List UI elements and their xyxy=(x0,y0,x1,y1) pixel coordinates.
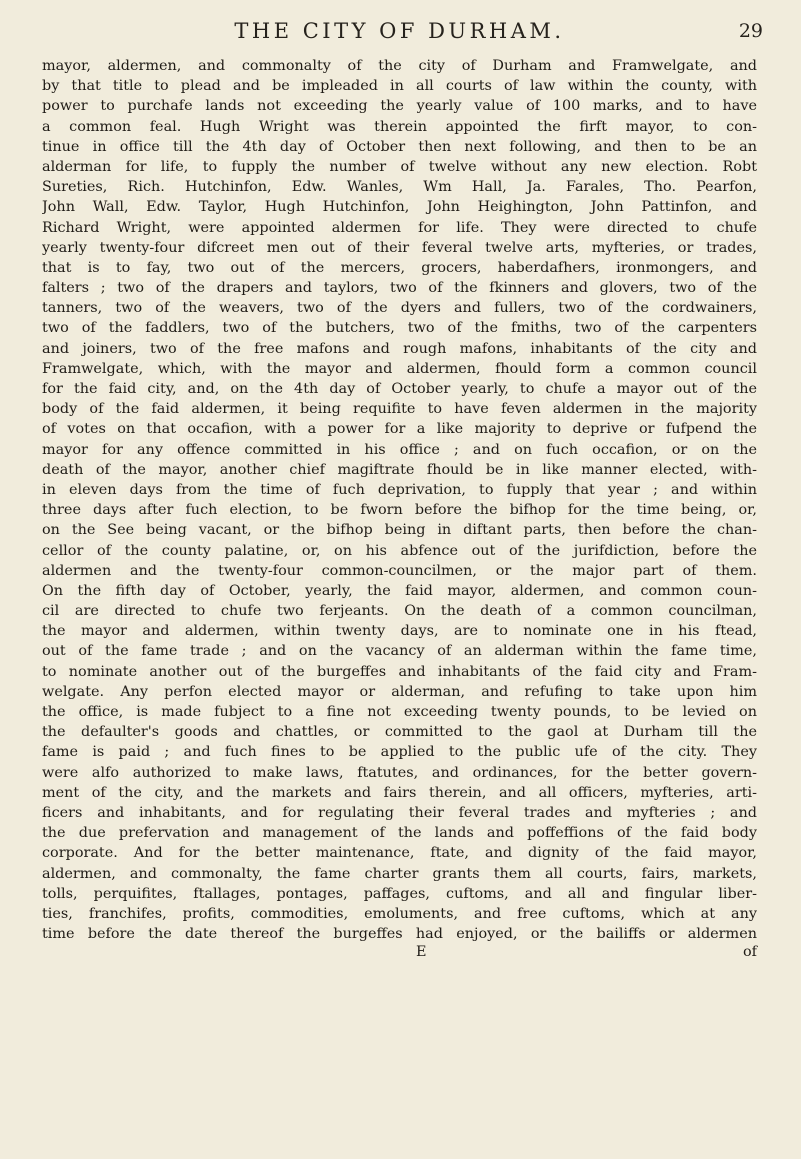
text-line: three days after fuch election, to be fworn before the bifhop for the time being, or, xyxy=(42,502,757,519)
text-line: cil are directed to chufe two ferjeants. On the death of a common councilman, xyxy=(42,603,757,620)
page-number: 29 xyxy=(738,20,763,42)
running-head xyxy=(42,16,763,46)
text-line: of votes on that occafion, with a power for a like majority to deprive or fufpend the xyxy=(42,421,757,438)
text-line: mayor for any offence committed in his office ; and on fuch occafion, or on the xyxy=(42,441,757,458)
text-line: by that title to plead and be impleaded in all courts of law within the county, with xyxy=(42,78,757,95)
body-text xyxy=(42,56,757,944)
catchword: of xyxy=(743,944,757,961)
text-line: that is to fay, two out of the mercers, grocers, haberdafhers, ironmongers, and xyxy=(42,259,757,276)
text-line: yearly twenty-four difcreet men out of their feveral twelve arts, myfteries, or trades, xyxy=(42,239,757,256)
text-line: Richard Wright, were appointed aldermen for life. They were directed to chufe xyxy=(42,219,757,236)
text-line: in eleven days from the time of fuch deprivation, to fupply that year ; and within xyxy=(42,481,757,498)
text-line: out of the fame trade ; and on the vacancy of an alderman within the fame time, xyxy=(42,643,757,660)
text-line: fame is paid ; and fuch fines to be applied to the public ufe of the city. They xyxy=(42,744,757,761)
text-line: alderman for life, to fupply the number of twelve without any new election. Robt xyxy=(42,158,757,175)
text-line: On the fifth day of October, yearly, the faid mayor, aldermen, and common coun- xyxy=(42,582,757,599)
text-line: tanners, two of the weavers, two of the dyers and fullers, two of the cordwainers, xyxy=(42,300,757,317)
text-line: the office, is made fubject to a fine not exceeding twenty pounds, to be levied on xyxy=(42,704,757,720)
text-line: power to purchafe lands not exceeding the yearly value of 100 marks, and to have xyxy=(42,98,757,115)
text-line: cellor of the county palatine, or, on his abfence out of the jurifdiction, before the xyxy=(42,542,757,559)
text-line: two of the faddlers, two of the butchers, two of the fmiths, two of the carpenters xyxy=(42,320,757,337)
text-line: aldermen and the twenty-four common-councilmen, or the major part of them. xyxy=(42,562,757,579)
text-line: the defaulter's goods and chattles, or committed to the gaol at Durham till the xyxy=(42,724,757,741)
text-line: to nominate another out of the burgeffes and inhabitants of the faid city and Fram- xyxy=(42,663,757,680)
text-line: the due prefervation and management of the lands and poffeffions of the faid body xyxy=(42,825,757,842)
text-line: John Wall, Edw. Taylor, Hugh Hutchinfon, John Heighington, John Pattinfon, and xyxy=(42,199,757,216)
text-line: death of the mayor, another chief magiftrate fhould be in like manner elected, with- xyxy=(42,461,757,478)
text-line: the mayor and aldermen, within twenty days, are to nominate one in his ftead, xyxy=(42,623,757,640)
text-line: Sureties, Rich. Hutchinfon, Edw. Wanles, Wm Hall, Ja. Farales, Tho. Pearfon, xyxy=(42,179,757,196)
text-line: tolls, perquifites, ftallages, pontages, paffages, cuftoms, and all and fingular liber- xyxy=(42,885,757,902)
text-line: on the See being vacant, or the bifhop being in diftant parts, then before the chan- xyxy=(42,522,757,539)
page-footer xyxy=(42,944,757,964)
text-line: were alfo authorized to make laws, ftatutes, and ordinances, for the better govern- xyxy=(42,764,757,781)
text-line: body of the faid aldermen, it being requifite to have feven aldermen in the majority xyxy=(42,401,757,418)
text-line: ties, franchifes, profits, commodities, emoluments, and free cuftoms, which at any xyxy=(42,905,757,922)
text-line: aldermen, and commonalty, the fame charter grants them all courts, fairs, markets, xyxy=(42,865,757,882)
text-line: a common feal. Hugh Wright was therein appointed the firft mayor, to con- xyxy=(42,118,757,135)
text-line: corporate. And for the better maintenance, ftate, and dignity of the faid mayor, xyxy=(42,845,757,862)
text-line: ficers and inhabitants, and for regulating their feveral trades and myfteries ; and xyxy=(42,804,757,821)
text-line: tinue in office till the 4th day of October then next following, and then to be an xyxy=(42,138,757,155)
text-line: and joiners, two of the free mafons and rough mafons, inhabitants of the city and xyxy=(42,340,757,357)
text-line: ment of the city, and the markets and fairs therein, and all officers, myfteries, arti- xyxy=(42,784,757,801)
signature-mark: E xyxy=(416,944,427,961)
text-line: Framwelgate, which, with the mayor and aldermen, fhould form a common council xyxy=(42,360,757,377)
text-line: mayor, aldermen, and commonalty of the city of Durham and Framwelgate, and xyxy=(42,58,757,74)
text-line: for the faid city, and, on the 4th day of October yearly, to chufe a mayor out of the xyxy=(42,381,757,397)
text-line: falters ; two of the drapers and taylors, two of the fkinners and glovers, two of the xyxy=(42,280,757,297)
text-line: time before the date thereof the burgeffes had enjoyed, or the bailiffs or aldermen xyxy=(42,926,757,943)
running-title: THE CITY OF DURHAM. xyxy=(234,19,565,43)
text-line: welgate. Any perfon elected mayor or alderman, and refufing to take upon him xyxy=(42,683,757,700)
